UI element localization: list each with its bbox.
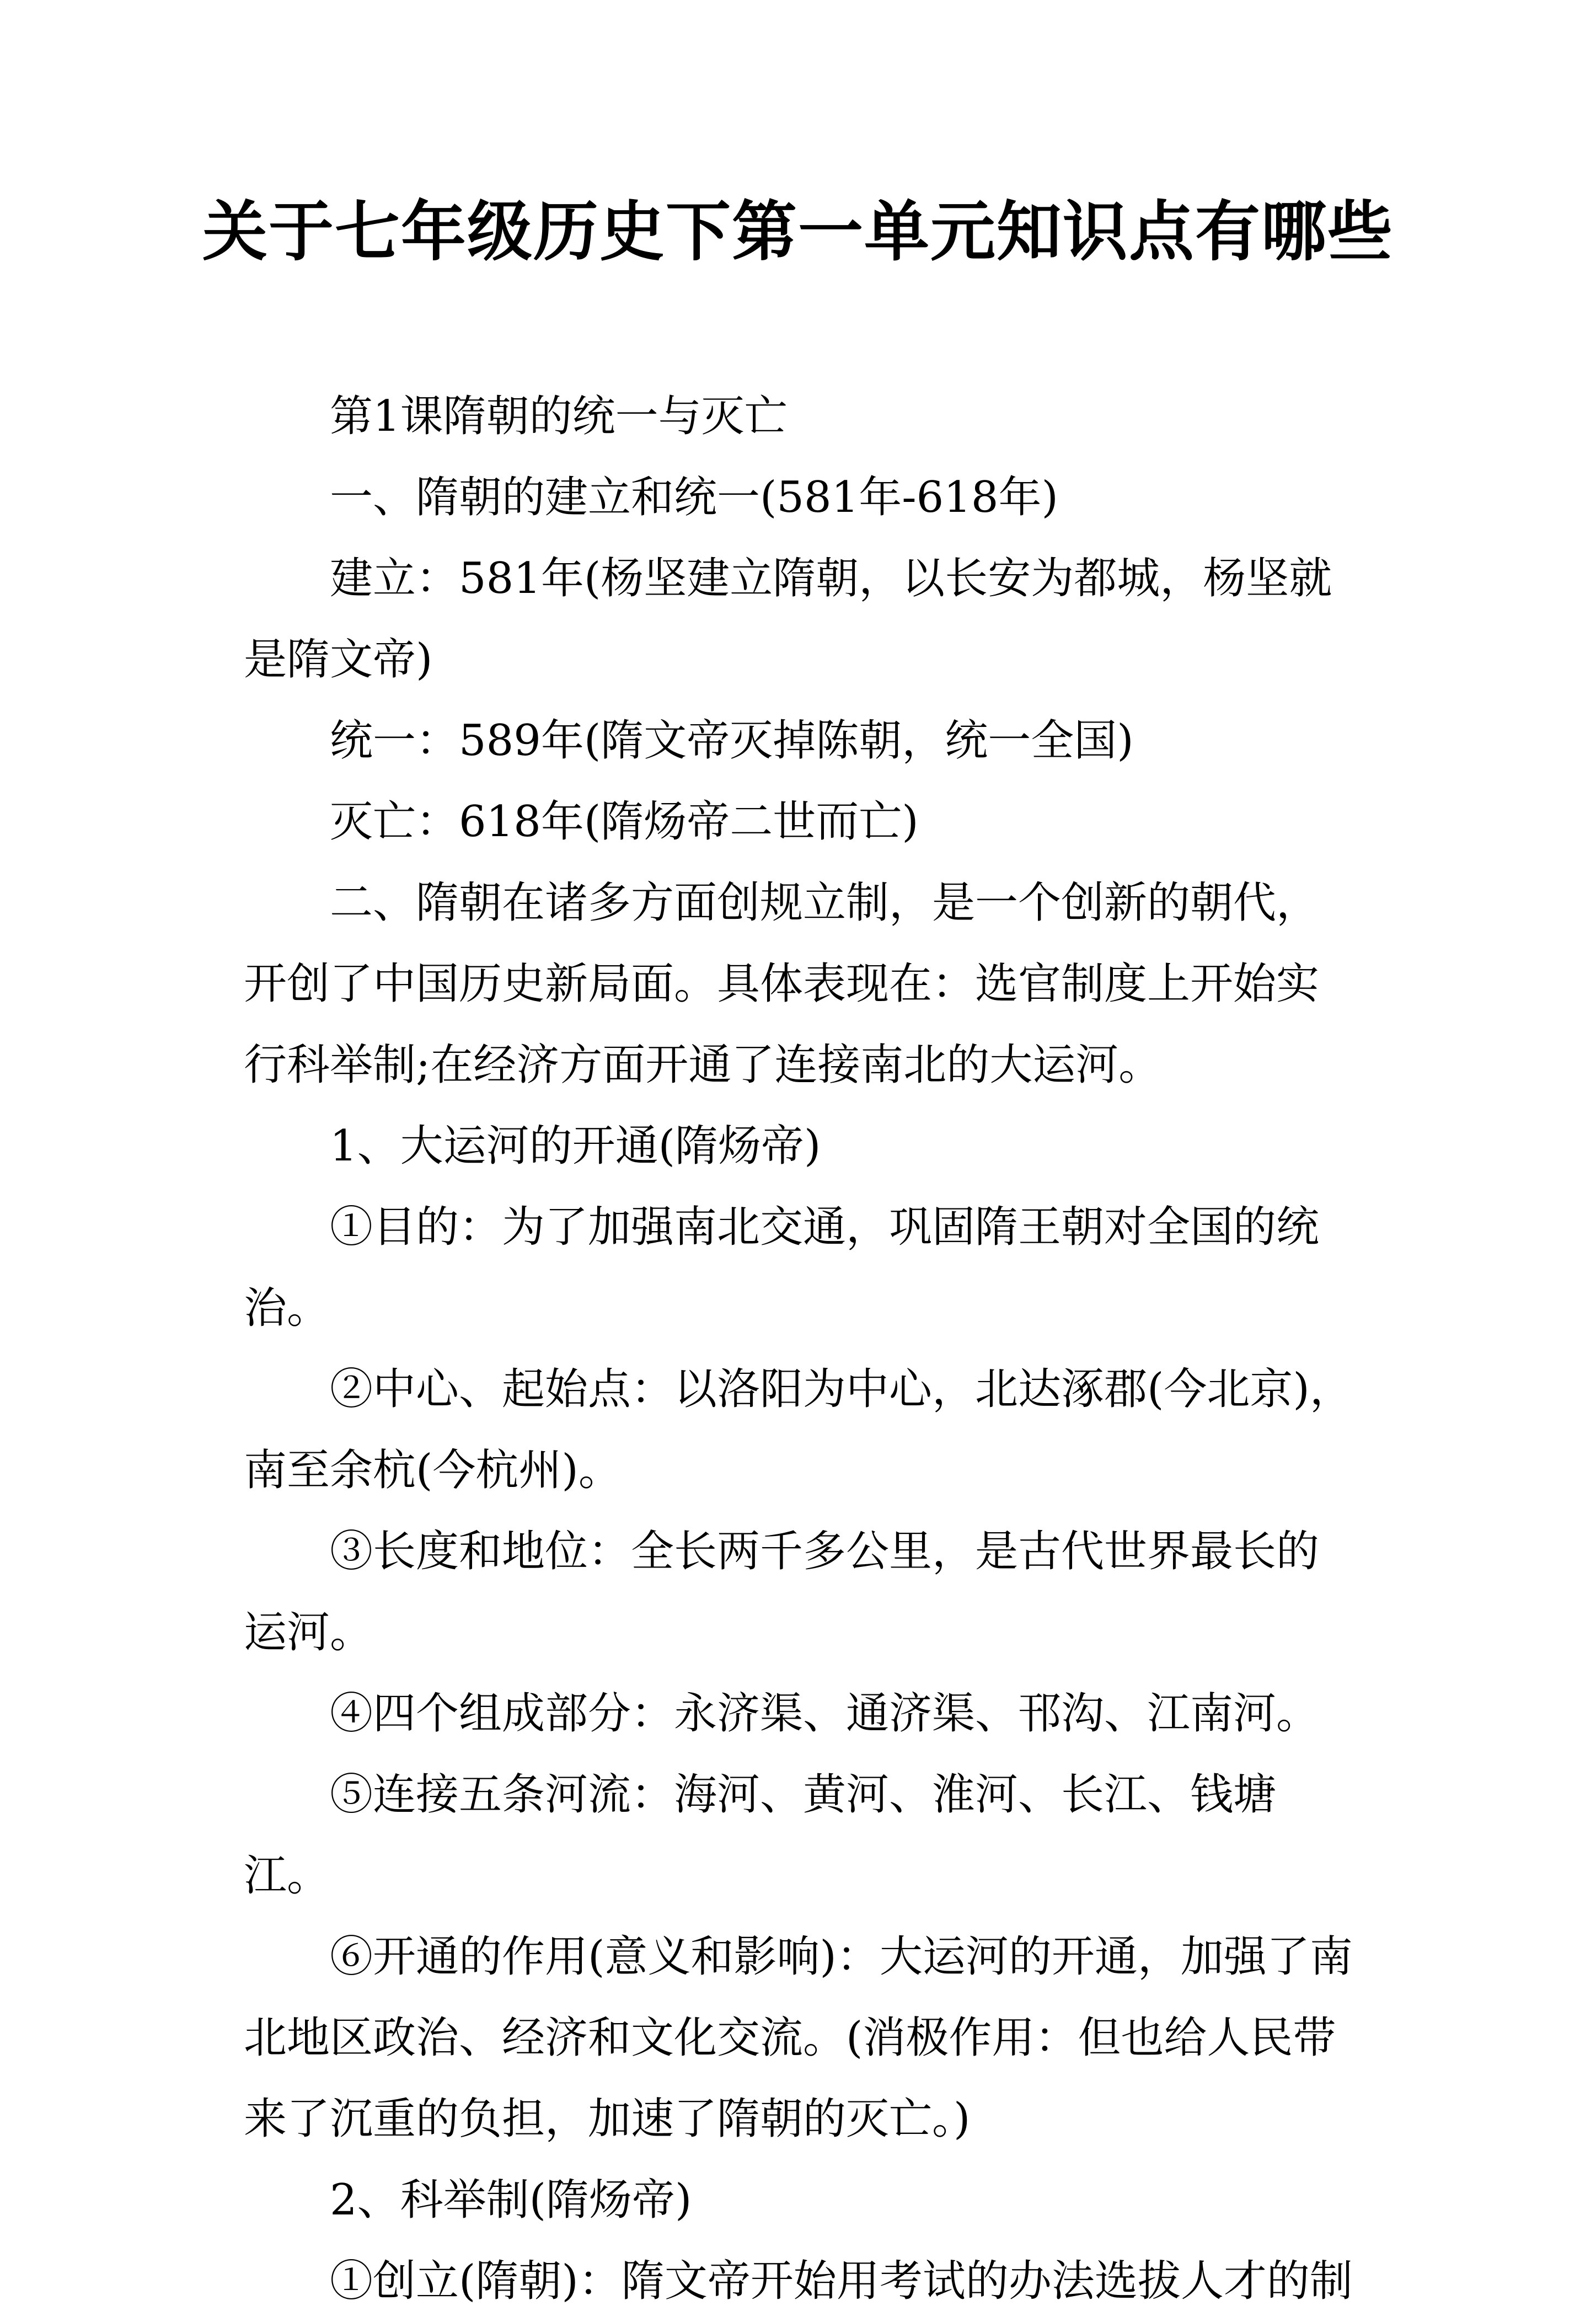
- list-item: ⑤连接五条河流：海河、黄河、淮河、长江、钱塘江。: [244, 1770, 1277, 1901]
- lesson-heading: 第1课隋朝的统一与灭亡: [330, 392, 788, 441]
- list-item: ④四个组成部分：永济渠、通济渠、邗沟、江南河。: [330, 1689, 1320, 1738]
- paragraph: 建立：581年(杨坚建立隋朝，以长安为都城，杨坚就是隋文帝): [244, 554, 1332, 684]
- paragraph: 统一：589年(隋文帝灭掉陈朝，统一全国): [330, 716, 1134, 766]
- list-item: ②中心、起始点：以洛阳为中心，北达涿郡(今北京)，南至余杭(今杭州)。: [244, 1365, 1353, 1495]
- list-item: ③长度和地位：全长两千多公里，是古代世界最长的运河。: [244, 1527, 1320, 1657]
- paragraph: 灭亡：618年(隋炀帝二世而亡): [330, 797, 919, 847]
- subsection-heading: 1、大运河的开通(隋炀帝): [330, 1121, 821, 1171]
- document-title: 关于七年级历史下第一单元知识点有哪些: [202, 194, 1394, 270]
- section-heading: 一、隋朝的建立和统一(581年-618年): [330, 473, 1058, 522]
- list-item: ①目的：为了加强南北交通，巩固隋王朝对全国的统治。: [244, 1202, 1320, 1333]
- paragraph: 二、隋朝在诸多方面创规立制，是一个创新的朝代，开创了中国历史新局面。具体表现在：选官制度上开始实行科举制;在经济方面开通了连接南北的大运河。: [244, 878, 1320, 1090]
- list-item: ⑥开通的作用(意义和影响)：大运河的开通，加强了南北地区政治、经济和文化交流。(消极作用：但也给人民带来了沉重的负担，加速了隋朝的灭亡。): [244, 1932, 1353, 2144]
- list-item: ①创立(隋朝)：隋文帝开始用考试的办法选拔人才的制: [330, 2256, 1353, 2306]
- document-body: [244, 376, 1358, 2322]
- subsection-heading: 2、科举制(隋炀帝): [330, 2175, 692, 2225]
